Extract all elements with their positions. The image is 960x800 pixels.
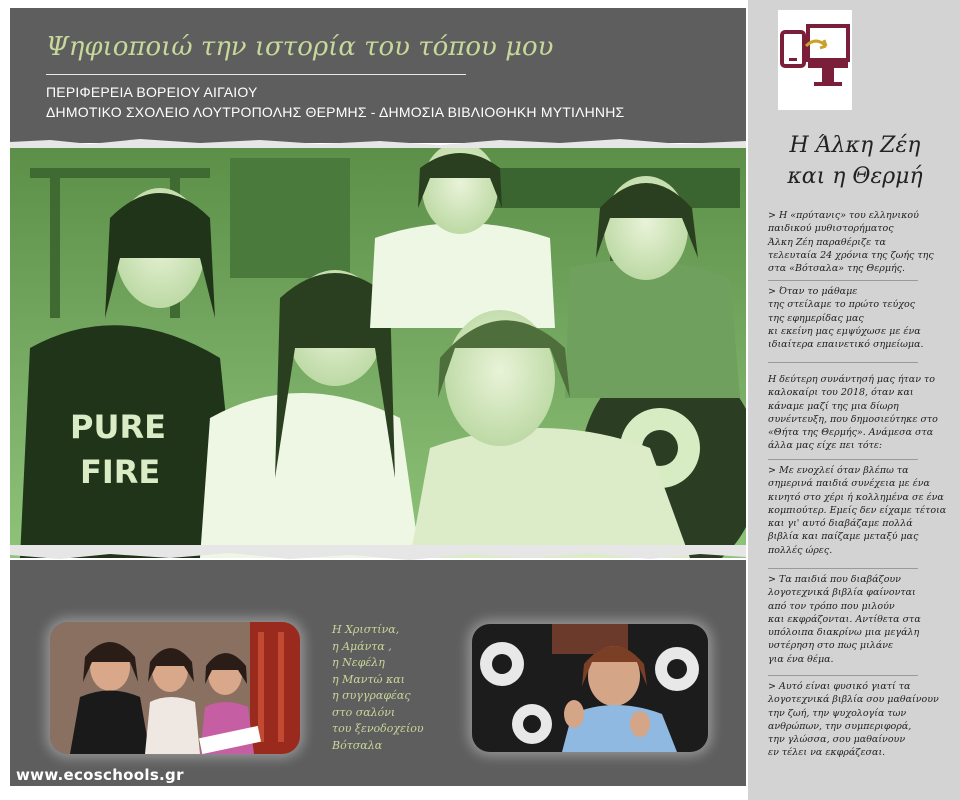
paragraph-line: ανθρώπων, την συμπεριφορά, xyxy=(768,720,912,732)
paragraph-line: Η δεύτερη συνάντησή μας ήταν το xyxy=(768,374,935,385)
paragraph-divider xyxy=(768,280,918,281)
paragraph-line: > Όταν το μάθαμε xyxy=(768,286,858,297)
paragraph-line: ιδιαίτερα επαινετικό σημείωμα. xyxy=(768,339,924,351)
sidebar-title-line-1: Η Άλκη Ζέη xyxy=(789,133,921,158)
caption-line: στο σαλόνι xyxy=(332,705,396,719)
paragraph-line: στα «Βότσαλα» της Θερμής. xyxy=(768,263,906,275)
paragraph-line: λογοτεχνικά βιβλία φαίνονται xyxy=(768,587,916,599)
photo-caption xyxy=(332,622,442,754)
girls-reading-photo xyxy=(50,622,300,754)
paragraph-interview xyxy=(768,373,956,453)
author-portrait-photo xyxy=(472,624,708,752)
paragraph-line: κι εκείνη μας εμψύχωσε με ένα xyxy=(768,325,921,337)
page-title: Ψηφιοποιώ την ιστορία του τόπου μου xyxy=(46,32,554,62)
bottom-photo-band xyxy=(10,560,746,786)
website-watermark: www.ecoschools.gr xyxy=(16,766,184,784)
paragraph-line: βιβλία και παίζαμε μεταξύ μας xyxy=(768,531,919,543)
paragraph-line: της στείλαμε το πρώτο τεύχος xyxy=(768,299,916,311)
paragraph-line: καλοκαίρι του 2018, όταν και xyxy=(768,387,914,399)
paragraph-line: > Αυτό είναι φυσικό γιατί τα xyxy=(768,681,911,692)
paragraph-divider xyxy=(768,459,918,460)
paragraph-line: από τον τρόπο που μιλούν xyxy=(768,600,895,612)
paragraph-line: λογοτεχνικά βιβλία σου μαθαίνουν xyxy=(768,694,939,706)
digitization-logo-icon xyxy=(778,10,852,110)
paragraph-line: > Τα παιδιά που διαβάζουν xyxy=(768,574,901,585)
caption-line: η Μαντώ και xyxy=(332,672,405,686)
title-underline xyxy=(46,74,466,75)
paragraph-line: και γι' αυτό διαβάζαμε πολλά xyxy=(768,518,913,530)
paragraph-line: τελευταία 24 χρόνια της ζωής της xyxy=(768,249,934,261)
paragraph-divider xyxy=(768,675,918,676)
sidebar-panel xyxy=(748,0,960,800)
paragraph-line: κάναμε μαζί της μια δίωρη xyxy=(768,400,899,412)
paragraph-quote-reading xyxy=(768,573,956,666)
paragraph-quote-phones xyxy=(768,464,956,557)
paragraph-line: πολλές ώρες. xyxy=(768,544,833,556)
paragraph-line: υστέρηση στο πως μιλάνε xyxy=(768,640,894,652)
school-library-label: ΔΗΜΟΤΙΚΟ ΣΧΟΛΕΙΟ ΛΟΥΤΡΟΠΟΛΗΣ ΘΕΡΜΗΣ - ΔΗΜΟΣΙΑ ΒΙΒΛΙΟΘΗΚΗ ΜΥΤΙΛΗΝΗΣ xyxy=(46,104,625,120)
paragraph-line: της εφημερίδας μας xyxy=(768,312,864,324)
paragraph-quote-literature xyxy=(768,680,956,760)
header-banner xyxy=(10,8,746,143)
paragraph-line: > Η «πρύτανις» του ελληνικού xyxy=(768,210,919,221)
caption-line: η Νεφέλη xyxy=(332,656,385,669)
paragraph-divider xyxy=(768,568,918,569)
paragraph-line: παιδικού μυθιστορήματος xyxy=(768,223,894,235)
paragraph-line: την γλώσσα, σου μαθαίνουν xyxy=(768,734,906,746)
group-photo-image xyxy=(10,148,746,558)
caption-line: Βότσαλα xyxy=(332,738,383,752)
paragraph-line: άλλα μας είχε πει τότε: xyxy=(768,440,883,452)
region-label: ΠΕΡΙΦΕΡΕΙΑ ΒΟΡΕΙΟΥ ΑΙΓΑΙΟΥ xyxy=(46,84,258,100)
caption-line: του ξενοδοχείου xyxy=(332,722,424,735)
sidebar-title xyxy=(760,130,950,192)
paragraph-line: την ζωή, την ψυχολογία των xyxy=(768,707,907,719)
paragraph-line: κινητό στο χέρι ή κολλημένα σε ένα xyxy=(768,491,944,503)
author-portrait-image xyxy=(472,624,708,752)
paragraph-line: για ένα θέμα. xyxy=(768,653,834,665)
main-group-photo xyxy=(10,148,746,558)
paragraph-line: υπόλοιπα διακρίνω μια μεγάλη xyxy=(768,627,920,639)
sidebar-title-line-2: και η Θερμή xyxy=(787,164,923,189)
shirt-text-pure: PURE xyxy=(70,408,166,446)
paragraph-line: συνέντευξη, που δημοσιεύτηκε στο xyxy=(768,413,938,425)
paragraph-divider xyxy=(768,362,918,363)
paragraph-line: κομπιούτερ. Εμείς δεν είχαμε τέτοια xyxy=(768,504,947,516)
paragraph-line: «Θήτα της Θερμής». Ανάμεσα στα xyxy=(768,427,934,439)
paragraph-intro xyxy=(768,209,956,275)
caption-line: Η Χριστίνα, xyxy=(332,623,400,636)
caption-line: η Αμάντα , xyxy=(332,639,392,653)
paragraph-line: Άλκη Ζέη παραθέριζε τα xyxy=(768,236,886,248)
shirt-text-fire: FIRE xyxy=(80,453,161,491)
caption-line: η συγγραφέας xyxy=(332,689,411,702)
girls-reading-image xyxy=(50,622,300,754)
paragraph-line: σημερινά παιδιά συνέχεια με ένα xyxy=(768,478,930,490)
paragraph-line: εν τέλει να εκφράζεσαι. xyxy=(768,747,886,759)
paragraph-line: > Με ενοχλεί όταν βλέπω τα xyxy=(768,465,909,476)
paragraph-line: και εκφράζονται. Αντίθετα στα xyxy=(768,613,921,625)
paragraph-letter xyxy=(768,285,956,351)
